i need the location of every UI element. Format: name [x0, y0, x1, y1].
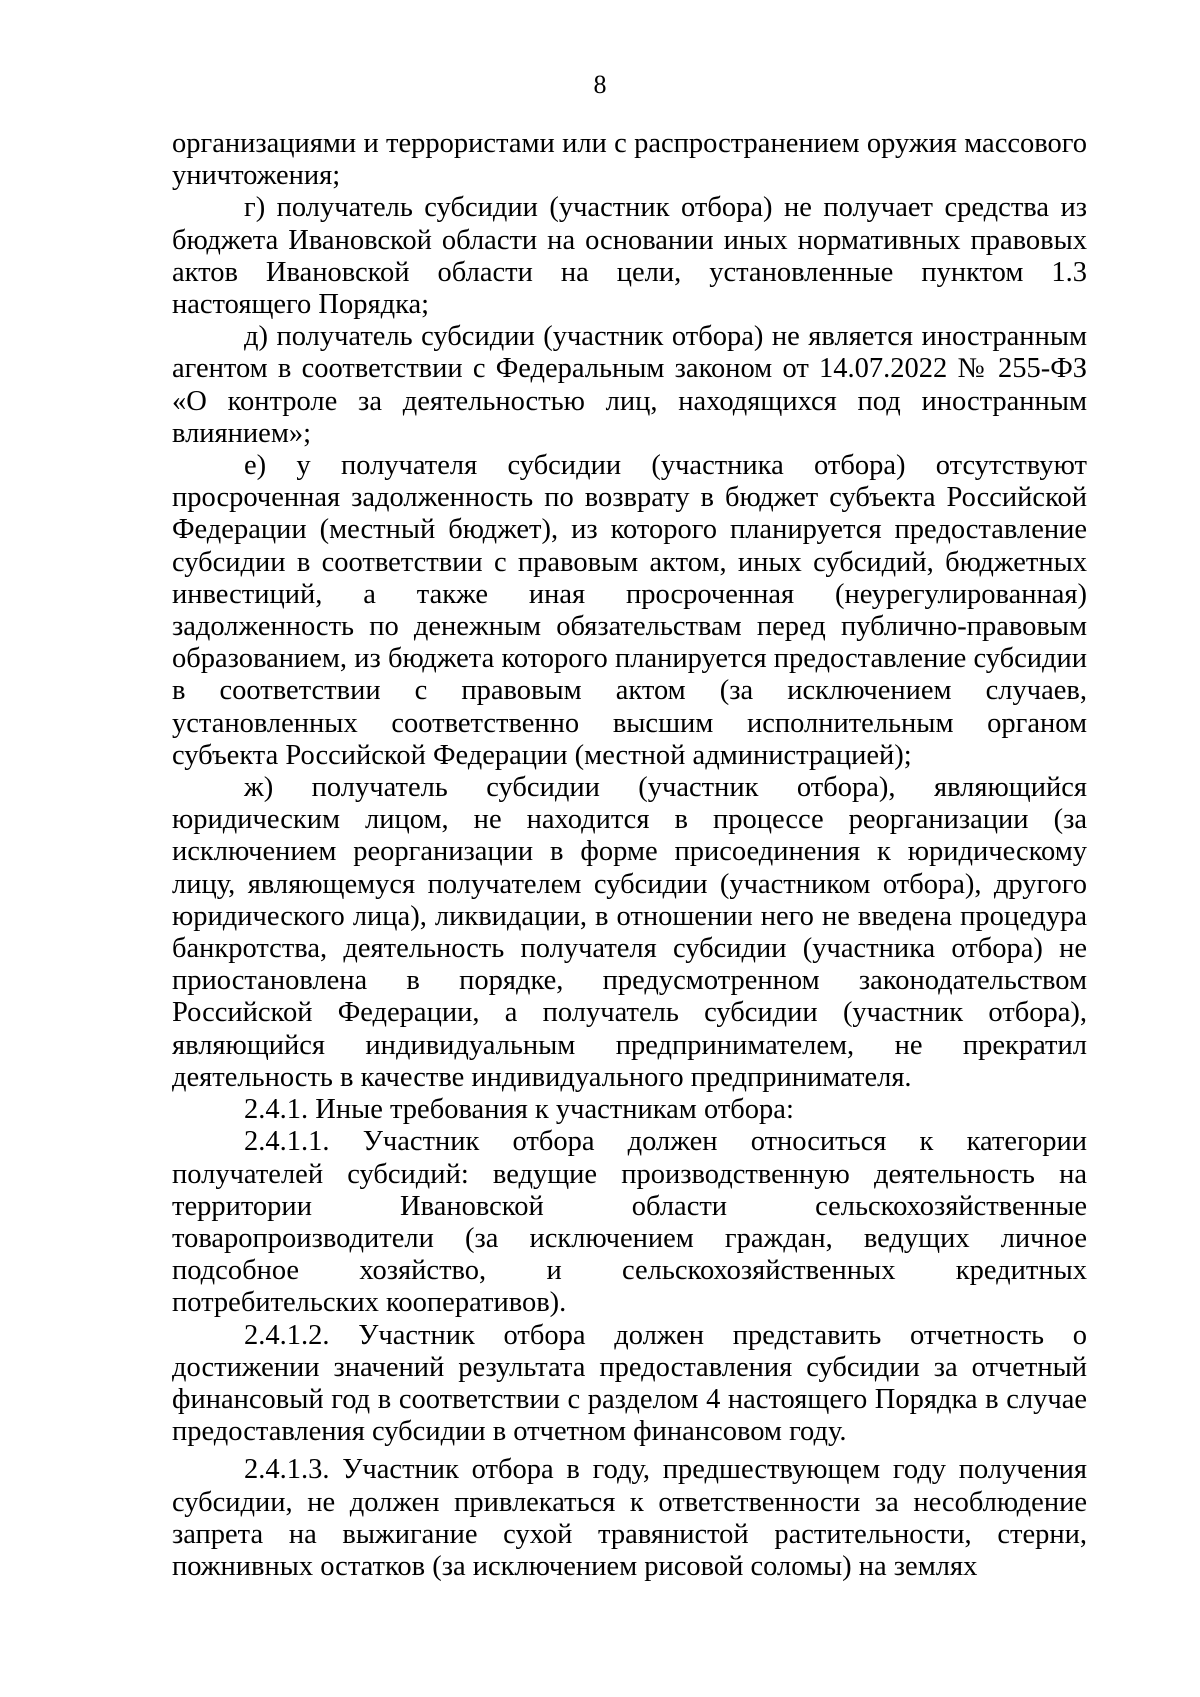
paragraph-continuation: организациями и террористами или с распространением оружия массового уничтожения; — [172, 128, 1087, 192]
paragraph-2-4-1-2: 2.4.1.2. Участник отбора должен представить отчетность о достижении значений результата предоставления субсидии за отчетный финансовый год в соответствии с разделом 4 настоящего Порядка в случае предоставления субсидии в отчетном финансовом году. — [172, 1319, 1087, 1448]
paragraph-item-zh: ж) получатель субсидии (участник отбора), являющийся юридическим лицом, не находится в процессе реорганизации (за исключением реорганизации в форме присоединения к юридическому лицу, являющемуся получателем субсидии (участником отбора), другого юридического лица), ликвидации, в отношении него не введена процедура банкротства, деятельность получателя субсидии (участника отбора) не приостановлена в порядке, предусмотренном законодательством Российской Федерации, а получатель субсидии (участник отбора), являющийся индивидуальным предпринимателем, не прекратил деятельность в качестве индивидуального предпринимателя. — [172, 772, 1087, 1093]
paragraph-item-d: д) получатель субсидии (участник отбора) не является иностранным агентом в соответствии с Федеральным законом от 14.07.2022 № 255-ФЗ «О контроле за деятельностью лиц, находящихся под иностранным влиянием»; — [172, 321, 1087, 449]
paragraph-2-4-1-1: 2.4.1.1. Участник отбора должен относиться к категории получателей субсидий: ведущие производственную деятельность на территории Ивановской области сельскохозяйственные товаропроизводители (за исключением граждан, ведущих личное подсобное хозяйство, и сельскохозяйственных кредитных потребительских кооперативов). — [172, 1126, 1087, 1319]
paragraph-item-g: г) получатель субсидии (участник отбора) не получает средства из бюджета Ивановской области на основании иных нормативных правовых актов Ивановской области на цели, установленные пунктом 1.3 настоящего Порядка; — [172, 192, 1087, 321]
paragraph-2-4-1-3: 2.4.1.3. Участник отбора в году, предшествующем году получения субсидии, не должен привлекаться к ответственности за несоблюдение запрета на выжигание сухой травянистой растительности, стерни, пожнивных остатков (за исключением рисовой соломы) на землях — [172, 1454, 1087, 1582]
paragraph-item-e: е) у получателя субсидии (участника отбора) отсутствуют просроченная задолженность по возврату в бюджет субъекта Российской Федерации (местный бюджет), из которого планируется предоставление субсидии в соответствии с правовым актом, иных субсидий, бюджетных инвестиций, а также иная просроченная (неурегулированная) задолженность по денежным обязательствам перед публично-правовым образованием, из бюджета которого планируется предоставление субсидии в соответствии с правовым актом (за исключением случаев, установленных соответственно высшим исполнительным органом субъекта Российской Федерации (местной администрацией); — [172, 450, 1087, 771]
page-number: 8 — [593, 70, 607, 99]
document-body — [172, 128, 1087, 1583]
paragraph-2-4-1: 2.4.1. Иные требования к участникам отбора: — [244, 1094, 794, 1126]
